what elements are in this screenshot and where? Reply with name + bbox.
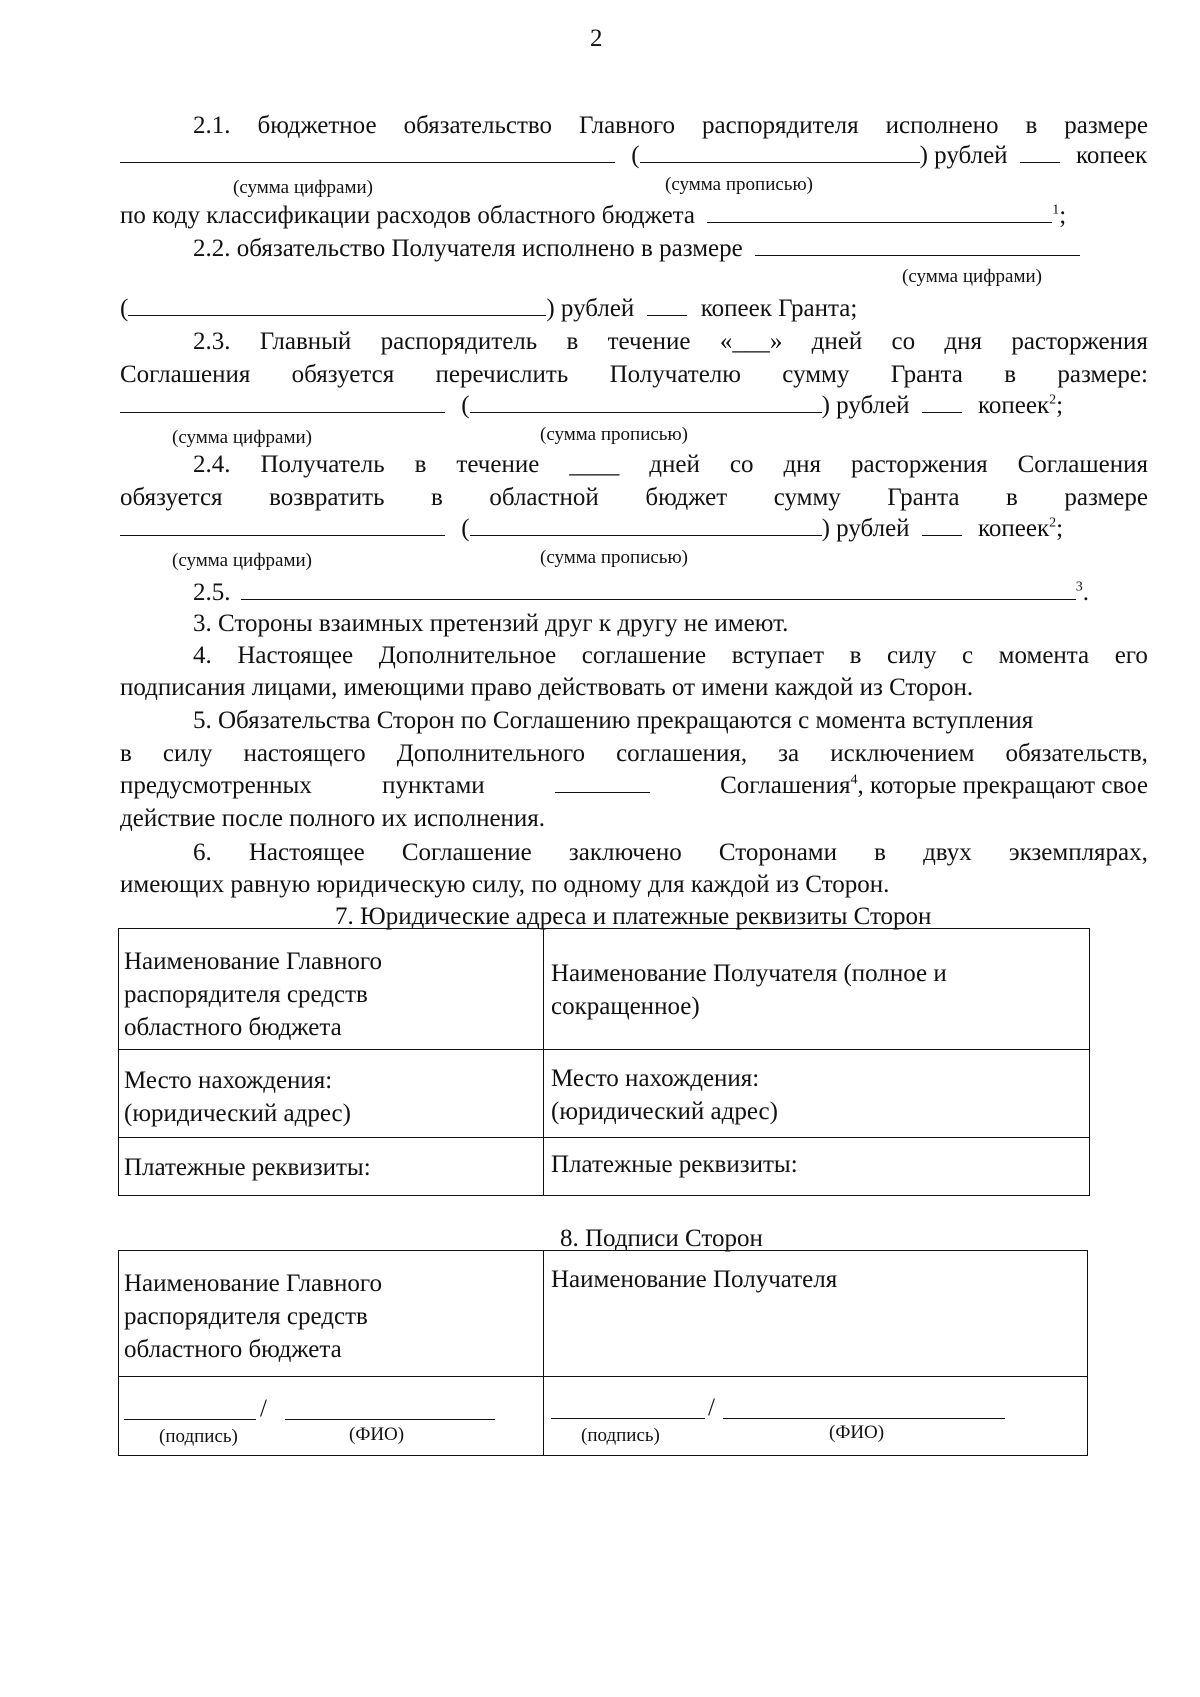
cell-line: Наименование Главного <box>124 948 382 975</box>
section7-title: 7. Юридические адреса и платежные реквизиты Сторон <box>335 903 932 930</box>
cell-line: Место нахождения: <box>124 1067 333 1094</box>
cell-line: Место нахождения: <box>551 1065 760 1092</box>
p2-5-line <box>193 580 1089 605</box>
p2-3-line1 <box>193 329 1148 354</box>
word: дней <box>649 451 700 478</box>
open-paren: ( <box>120 295 129 322</box>
word: Сторонами <box>718 839 837 866</box>
recipient-name-cell <box>551 957 947 1023</box>
hint-digits: (сумма цифрами) <box>902 266 1042 287</box>
word <box>720 773 1148 798</box>
kopeks-blank[interactable] <box>922 516 962 536</box>
sum-digits-blank[interactable] <box>120 393 445 413</box>
word: настоящего <box>243 740 366 767</box>
signature-label: (подпись) <box>159 1426 238 1447</box>
kopeks-label: копеек <box>978 392 1050 419</box>
word: исключением <box>830 740 975 767</box>
word: расторжения <box>1011 328 1148 355</box>
open-paren: ( <box>461 515 470 542</box>
chief-admin-name-cell <box>124 945 382 1044</box>
p2-1-line2 <box>120 143 1147 168</box>
word: силу <box>162 740 213 767</box>
recipient-name-cell: Наименование Получателя <box>551 1266 838 1293</box>
signature-line[interactable] <box>551 1418 705 1419</box>
word: Гранта <box>887 484 960 511</box>
requisites-table <box>118 928 1090 1196</box>
footnote-mark: 2 <box>1049 392 1057 408</box>
semicolon: ; <box>1059 202 1067 229</box>
footnote-mark: 1 <box>1052 202 1060 218</box>
footnote-mark: 4 <box>850 772 858 788</box>
sum-words-blank[interactable] <box>128 296 546 316</box>
word: в <box>431 484 443 511</box>
word: распорядителя <box>701 112 859 139</box>
p2-2-line1 <box>193 236 1080 261</box>
sum-digits-blank[interactable] <box>755 236 1080 256</box>
hint-words: (сумма прописью) <box>665 174 813 195</box>
hint-digits: (сумма цифрами) <box>172 550 312 571</box>
word: Дополнительного <box>396 740 585 767</box>
word: двух <box>923 839 972 866</box>
word: сумму <box>782 361 850 388</box>
table-divider <box>119 1049 1089 1050</box>
semicolon: ; <box>1056 392 1064 419</box>
word: сумму <box>773 484 841 511</box>
rubles-label: ) рублей <box>821 392 910 419</box>
word: в <box>849 642 862 669</box>
word: дня <box>783 451 822 478</box>
signature-label: (подпись) <box>581 1425 660 1446</box>
period: . <box>1082 579 1089 606</box>
open-paren: ( <box>631 142 640 169</box>
word: 2.4. <box>193 451 231 478</box>
word: Соглашения <box>1017 451 1148 478</box>
word: соглашение <box>581 642 707 669</box>
kopeks-label: копеек <box>978 515 1050 542</box>
budget-code-blank[interactable] <box>707 203 1052 223</box>
word: расторжения <box>851 451 988 478</box>
word: момента <box>998 642 1090 669</box>
word: Получателю <box>609 361 741 388</box>
open-paren: ( <box>461 392 470 419</box>
slash: / <box>260 1395 267 1422</box>
cell-line: распорядителя средств <box>124 1303 368 1330</box>
page-number: 2 <box>590 25 603 52</box>
word: соглашения, <box>616 740 748 767</box>
p2-4-line1 <box>193 452 1148 477</box>
kopeks-blank[interactable] <box>922 393 962 413</box>
word: Гранта <box>890 361 963 388</box>
rubles-label: ) рублей <box>919 142 1008 169</box>
sum-words-blank[interactable] <box>640 143 920 163</box>
p2-2-line2 <box>120 296 857 321</box>
p6-line1 <box>193 840 1148 865</box>
word: обязуется <box>120 484 223 511</box>
clauses-blank[interactable] <box>555 773 650 793</box>
word: в <box>1006 484 1018 511</box>
word: дней <box>811 328 863 355</box>
fio-line[interactable] <box>285 1419 495 1420</box>
recipient-address-cell <box>551 1062 778 1128</box>
rubles-label: ) рублей <box>546 295 635 322</box>
sum-words-blank[interactable] <box>470 393 822 413</box>
hint-digits: (сумма цифрами) <box>172 427 312 448</box>
word: обязуется <box>291 361 395 388</box>
kopeks-grant-label: копеек Гранта; <box>700 295 858 322</box>
fio-label: (ФИО) <box>349 1424 405 1445</box>
word: дня <box>944 328 983 355</box>
word: в <box>566 328 579 355</box>
budget-code-label: по коду классификации расходов областного бюджета <box>120 202 695 229</box>
fio-line[interactable] <box>723 1418 1005 1419</box>
cell-line: областного бюджета <box>124 1014 342 1041</box>
word: его <box>1114 642 1148 669</box>
table-divider <box>543 929 544 1195</box>
p2-2-text: 2.2. обязательство Получателя исполнено в размере <box>193 235 743 262</box>
p2-1-line1 <box>193 113 1148 138</box>
word: со <box>891 328 916 355</box>
word: размере <box>1064 484 1148 511</box>
sum-digits-blank[interactable] <box>120 516 445 536</box>
word: в <box>874 839 886 866</box>
word: силу <box>886 642 937 669</box>
hint-digits: (сумма цифрами) <box>233 177 373 198</box>
slash: / <box>708 1394 715 1421</box>
word: за <box>778 740 800 767</box>
word: вступает <box>731 642 825 669</box>
chief-admin-address-cell <box>124 1064 351 1130</box>
word: Дополнительное <box>378 642 557 669</box>
p2-5-label: 2.5. <box>193 579 231 606</box>
p2-4-line2 <box>120 485 1148 510</box>
sum-words-blank[interactable] <box>470 516 822 536</box>
days-blank[interactable]: «___» <box>719 328 783 355</box>
footnote-mark: 3 <box>1075 579 1083 595</box>
word: Соглашения <box>120 361 251 388</box>
word: заключено <box>568 839 682 866</box>
word: в <box>1004 361 1017 388</box>
p2-3-line2 <box>120 362 1148 387</box>
word: предусмотренных <box>120 772 312 799</box>
cell-line: распорядителя средств <box>124 981 368 1008</box>
recipient-payment-cell: Платежные реквизиты: <box>551 1151 798 1178</box>
kopeks-blank[interactable] <box>647 296 687 316</box>
signature-line[interactable] <box>124 1419 256 1420</box>
word: Главного <box>579 112 675 139</box>
word: в <box>120 740 132 767</box>
word: с <box>962 642 974 669</box>
chief-admin-name-cell <box>124 1267 382 1366</box>
cell-line: (юридический адрес) <box>551 1098 778 1125</box>
p5-line2 <box>120 741 1148 766</box>
kopeks-blank[interactable] <box>1020 143 1060 163</box>
cell-line: (юридический адрес) <box>124 1100 351 1127</box>
agreement-word: Соглашения <box>720 772 851 799</box>
word: размере <box>1064 112 1148 139</box>
sum-digits-blank[interactable] <box>120 143 615 163</box>
word: бюджетное <box>257 112 377 139</box>
word: пунктами <box>382 772 485 799</box>
cell-line: сокращенное) <box>551 993 700 1020</box>
footnote-mark: 2 <box>1049 515 1057 531</box>
word: в <box>414 451 427 478</box>
cell-line: областного бюджета <box>124 1336 342 1363</box>
word: обязательство <box>403 112 553 139</box>
word: бюджет <box>645 484 728 511</box>
word: 4. <box>193 642 212 669</box>
word: перечислить <box>435 361 569 388</box>
word: 2.3. <box>193 328 231 355</box>
cell-line: Наименование Главного <box>124 1270 382 1297</box>
p2-4-line3 <box>120 516 1063 541</box>
hint-words: (сумма прописью) <box>540 424 688 445</box>
word: областной <box>489 484 599 511</box>
p4-line1 <box>193 643 1148 668</box>
word: , которые прекращают свое <box>857 772 1148 799</box>
p6-line2: имеющих равную юридическую силу, по одному для каждой из Сторон. <box>120 871 890 898</box>
p5-line1: 5. Обязательства Сторон по Соглашению прекращаются с момента вступления <box>193 707 1034 734</box>
signatures-table <box>118 1250 1088 1456</box>
kopeks-label: копеек <box>1076 142 1148 169</box>
word: исполнено <box>885 112 999 139</box>
table-divider <box>119 1137 1089 1138</box>
word: течение <box>607 328 691 355</box>
semicolon: ; <box>1056 515 1064 542</box>
chief-admin-payment-cell: Платежные реквизиты: <box>124 1154 371 1181</box>
word: течение <box>456 451 540 478</box>
word: 2.1. <box>193 112 231 139</box>
word: размере: <box>1057 361 1148 388</box>
word: экземплярах, <box>1008 839 1148 866</box>
word: возвратить <box>269 484 385 511</box>
word: Настоящее <box>248 839 365 866</box>
p2-3-line3 <box>120 393 1063 418</box>
p3-text: 3. Стороны взаимных претензий друг к другу не имеют. <box>193 610 789 637</box>
word: распорядитель <box>380 328 538 355</box>
word: со <box>729 451 754 478</box>
p5-line3 <box>120 773 1148 798</box>
p5-line4: действие после полного их исполнения. <box>120 805 546 832</box>
p4-line2: подписания лицами, имеющими право действовать от имени каждой из Сторон. <box>120 674 974 701</box>
word: обязательств, <box>1005 740 1148 767</box>
fio-label: (ФИО) <box>829 1422 885 1443</box>
p2-1-line3 <box>120 203 1066 228</box>
word: Настоящее <box>237 642 354 669</box>
rubles-label: ) рублей <box>821 515 910 542</box>
word: Соглашение <box>401 839 532 866</box>
hint-words: (сумма прописью) <box>540 547 688 568</box>
table-divider <box>119 1376 1087 1377</box>
word: Главный <box>259 328 352 355</box>
days-blank[interactable]: ____ <box>569 451 620 478</box>
table-divider <box>543 1251 544 1455</box>
cell-line: Наименование Получателя (полное и <box>551 960 947 987</box>
word: Получатель <box>260 451 385 478</box>
p2-5-blank[interactable] <box>241 580 1076 600</box>
word: 6. <box>193 839 212 866</box>
word: в <box>1025 112 1038 139</box>
section8-title: 8. Подписи Сторон <box>560 1225 763 1252</box>
